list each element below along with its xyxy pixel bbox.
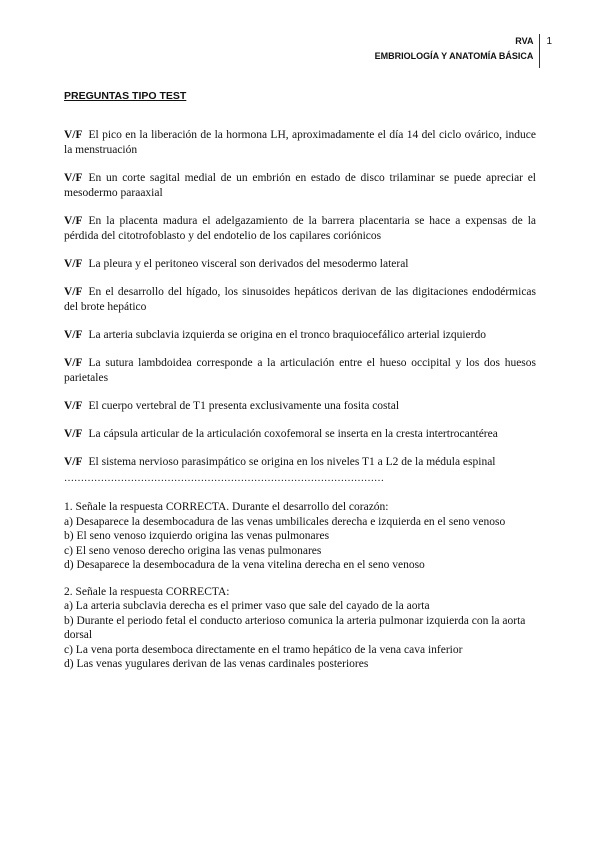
true-false-list	[64, 128, 536, 470]
tf-label: V/F	[64, 286, 83, 298]
mcq-option: a) La arteria subclavia derecha es el primer vaso que sale del cayado de la aorta	[64, 600, 430, 612]
mcq-option: c) La vena porta desemboca directamente en el tramo hepático de la vena cava inferior	[64, 643, 463, 656]
tf-item	[64, 257, 536, 272]
page-header	[375, 34, 552, 68]
document-body	[64, 90, 536, 684]
tf-item	[64, 455, 536, 470]
tf-statement: El sistema nervioso parasimpático se origina en los niveles T1 a L2 de la médula espinal	[88, 456, 496, 468]
tf-statement: El pico en la liberación de la hormona LH, aproximadamente el día 14 del ciclo ovárico, induce la menstruación	[64, 129, 536, 156]
tf-label: V/F	[64, 129, 83, 141]
tf-item	[64, 214, 536, 244]
tf-label: V/F	[64, 172, 83, 184]
header-line-1: RVA	[515, 36, 534, 46]
mcq-option: a) Desaparece la desembocadura de las venas umbilicales derecha e izquierda en el seno venoso	[64, 515, 506, 528]
mcq-question-1	[64, 500, 536, 573]
section-title: PREGUNTAS TIPO TEST	[64, 90, 187, 102]
tf-item	[64, 356, 536, 386]
mcq-option: c) El seno venoso derecho origina las venas pulmonares	[64, 544, 322, 557]
tf-item	[64, 285, 536, 315]
mcq-option: d) Desaparece la desembocadura de la vena vitelina derecha en el seno venoso	[64, 559, 425, 571]
tf-item	[64, 128, 536, 158]
tf-item	[64, 328, 536, 343]
tf-statement: La arteria subclavia izquierda se origina en el tronco braquiocefálico arterial izquierdo	[88, 329, 487, 341]
tf-statement: El cuerpo vertebral de T1 presenta exclusivamente una fosita costal	[88, 400, 400, 412]
header-line-2: EMBRIOLOGÍA Y ANATOMÍA BÁSICA	[374, 51, 534, 61]
tf-label: V/F	[64, 357, 83, 369]
tf-statement: En el desarrollo del hígado, los sinusoides hepáticos derivan de las digitaciones endodérmicas del brote hepático	[64, 286, 536, 313]
mcq-option: b) El seno venoso izquierdo origina las venas pulmonares	[64, 530, 330, 542]
tf-label: V/F	[64, 329, 83, 341]
tf-statement: La sutura lambdoidea corresponde a la articulación entre el hueso occipital y los dos huesos parietales	[64, 357, 536, 384]
tf-label: V/F	[64, 428, 83, 440]
mcq-stem: 1. Señale la respuesta CORRECTA. Durante el desarrollo del corazón:	[64, 501, 389, 513]
header-title-block	[375, 34, 541, 68]
tf-item	[64, 399, 536, 414]
tf-label: V/F	[64, 215, 83, 227]
tf-label: V/F	[64, 456, 83, 468]
tf-statement: La cápsula articular de la articulación coxofemoral se inserta en la cresta intertrocantérea	[88, 428, 498, 440]
tf-statement: La pleura y el peritoneo visceral son derivados del mesodermo lateral	[88, 258, 409, 270]
tf-statement: En la placenta madura el adelgazamiento de la barrera placentaria se hace a expensas de la pérdida del citotrofoblasto y del endotelio de los capilares coriónicos	[64, 215, 536, 242]
tf-label: V/F	[64, 400, 83, 412]
dotted-divider: ……………………………………………………………………………………	[64, 473, 384, 484]
tf-item	[64, 171, 536, 201]
tf-label: V/F	[64, 258, 83, 270]
mcq-option: b) Durante el periodo fetal el conducto arterioso comunica la arteria pulmonar izquierda con la aorta dorsal	[64, 614, 526, 641]
tf-statement: En un corte sagital medial de un embrión en estado de disco trilaminar se puede apreciar el mesodermo paraaxial	[64, 172, 536, 199]
mcq-option: d) Las venas yugulares derivan de las venas cardinales posteriores	[64, 658, 369, 670]
tf-item	[64, 427, 536, 442]
page-number: 1	[546, 36, 552, 47]
mcq-question-2	[64, 585, 536, 672]
mcq-stem: 2. Señale la respuesta CORRECTA:	[64, 585, 230, 598]
